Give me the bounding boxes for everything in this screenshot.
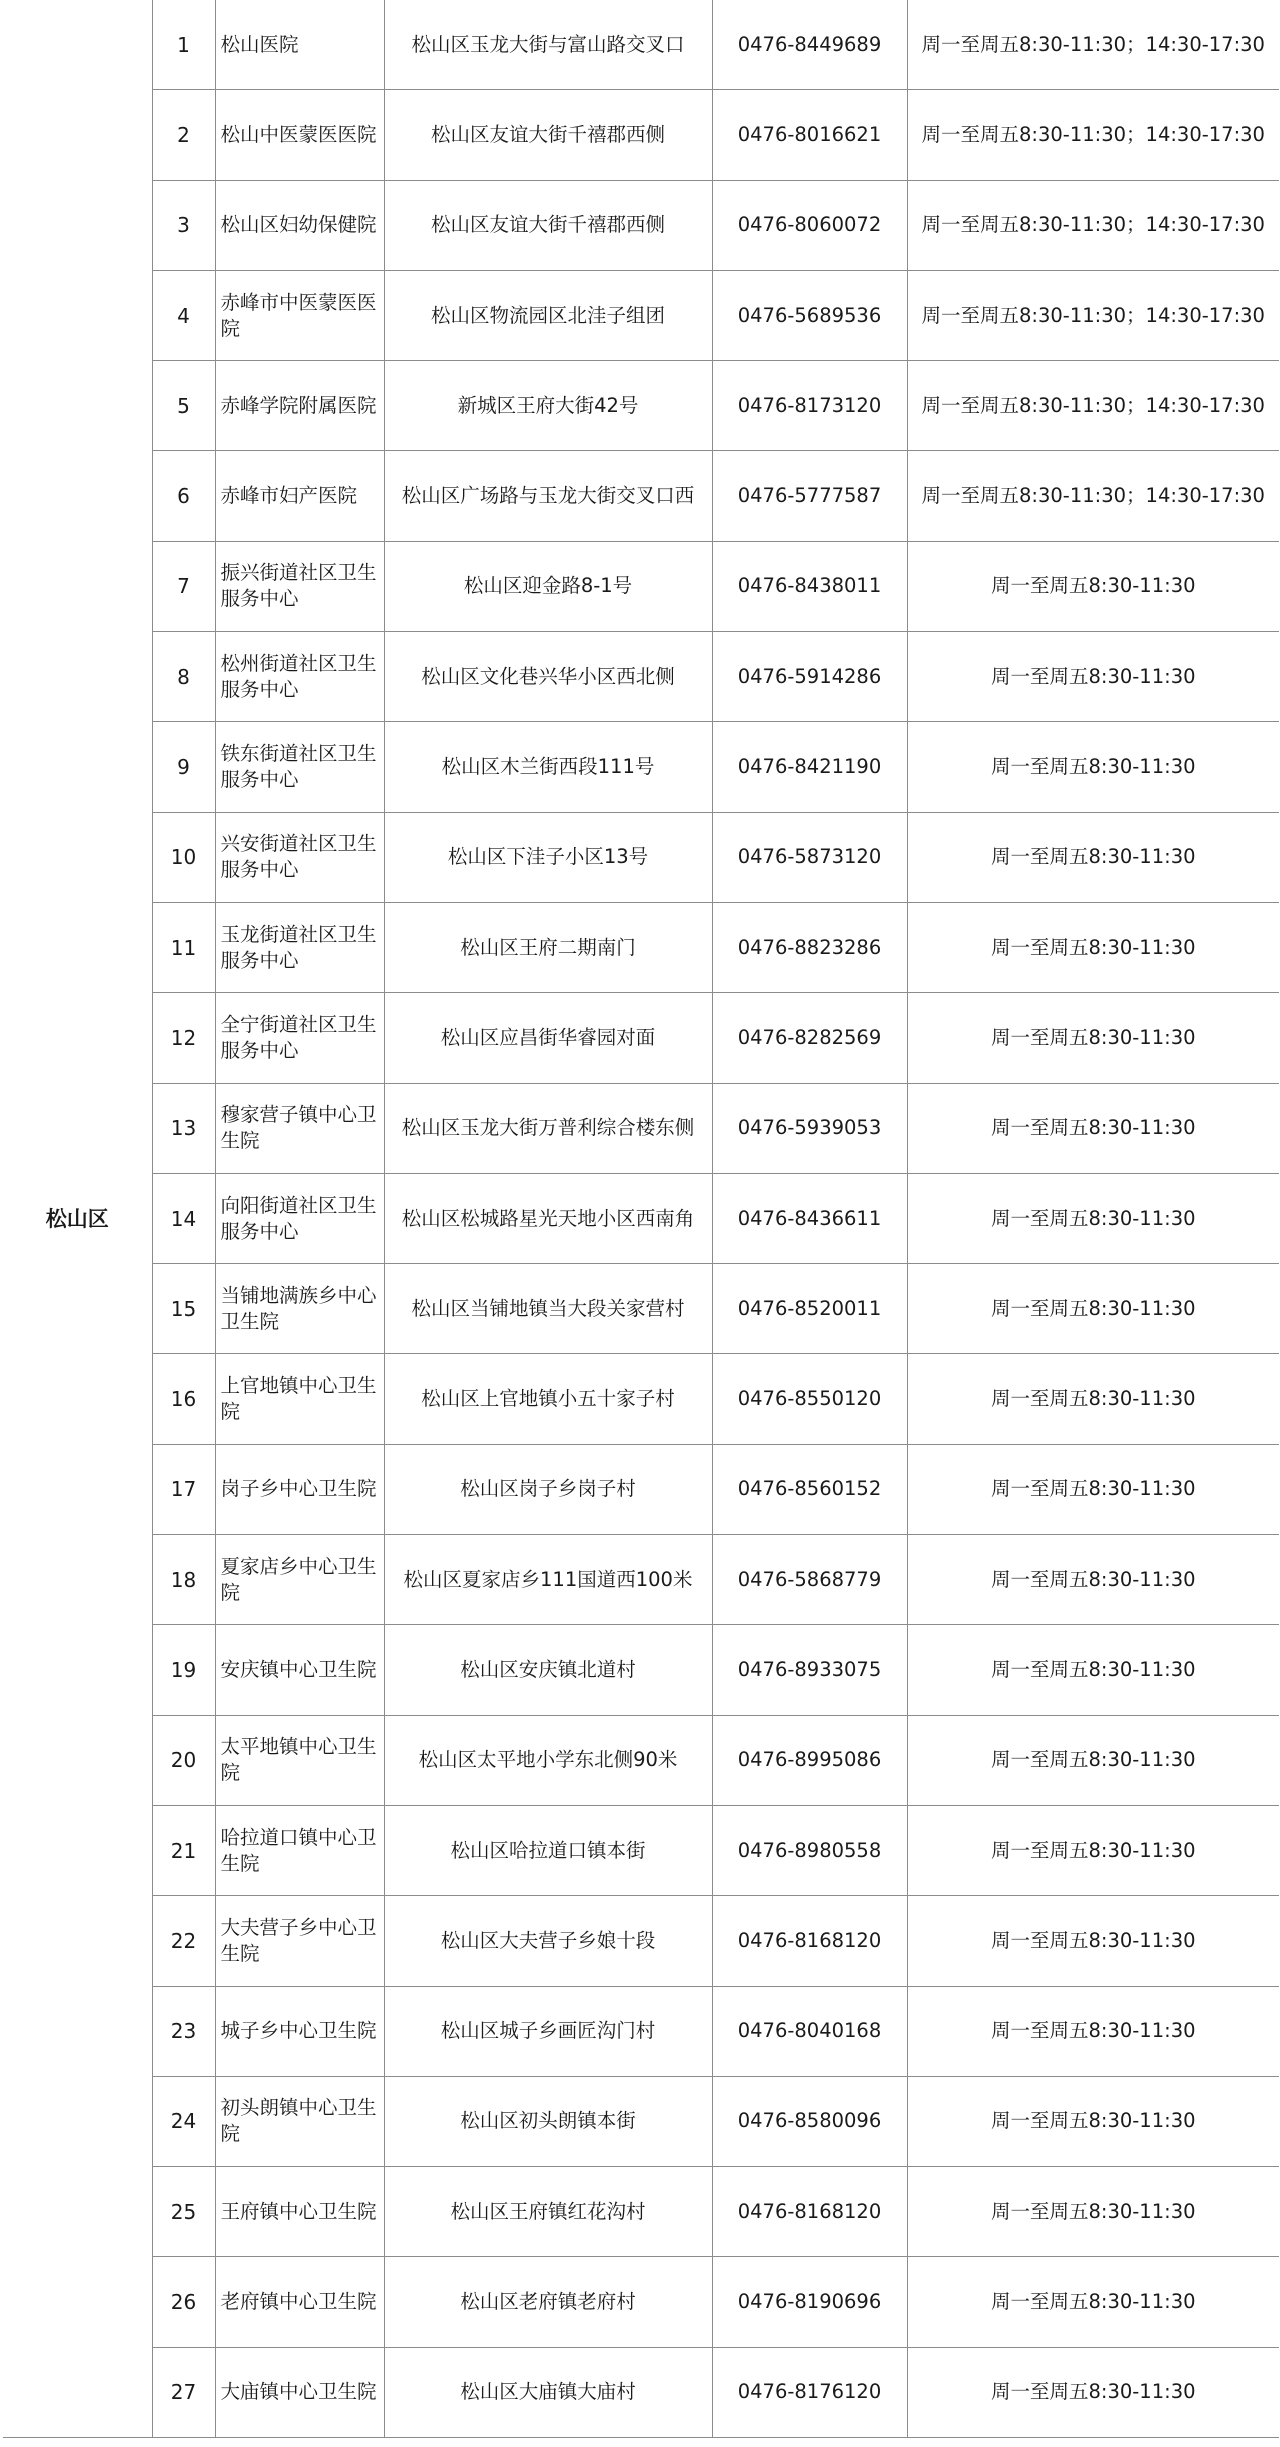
hospital-name: 王府镇中心卫生院 — [215, 2167, 384, 2257]
row-number: 7 — [152, 541, 215, 631]
office-hours: 周一至周五8:30-11:30 — [907, 1264, 1279, 1354]
hospital-phone: 0476-8176120 — [712, 2347, 907, 2437]
hospital-name: 全宁街道社区卫生服务中心 — [215, 993, 384, 1083]
office-hours: 周一至周五8:30-11:30 — [907, 2347, 1279, 2437]
table-row — [3, 1625, 1279, 1715]
hospital-phone: 0476-8168120 — [712, 2167, 907, 2257]
office-hours: 周一至周五8:30-11:30；14:30-17:30 — [907, 451, 1279, 541]
hospital-address: 松山区应昌街华睿园对面 — [384, 993, 712, 1083]
table-row — [3, 90, 1279, 180]
hospital-name: 松山医院 — [215, 0, 384, 90]
office-hours: 周一至周五8:30-11:30 — [907, 1535, 1279, 1625]
hospital-name: 松州街道社区卫生服务中心 — [215, 632, 384, 722]
hospital-address: 松山区大庙镇大庙村 — [384, 2347, 712, 2437]
hospital-address: 松山区老府镇老府村 — [384, 2257, 712, 2347]
table-row — [3, 1444, 1279, 1534]
hospital-address: 松山区木兰街西段111号 — [384, 722, 712, 812]
hospital-phone: 0476-5689536 — [712, 270, 907, 360]
office-hours: 周一至周五8:30-11:30 — [907, 812, 1279, 902]
row-number: 13 — [152, 1083, 215, 1173]
row-number: 22 — [152, 1896, 215, 1986]
hospital-phone: 0476-5914286 — [712, 632, 907, 722]
hospital-phone: 0476-8421190 — [712, 722, 907, 812]
hospital-phone: 0476-8060072 — [712, 180, 907, 270]
hospital-address: 松山区玉龙大街万普利综合楼东侧 — [384, 1083, 712, 1173]
hospital-address: 松山区初头朗镇本街 — [384, 2076, 712, 2166]
hospital-address: 松山区夏家店乡111国道西100米 — [384, 1535, 712, 1625]
hospital-phone: 0476-8168120 — [712, 1896, 907, 1986]
hospital-address: 松山区友谊大街千禧郡西侧 — [384, 180, 712, 270]
row-number: 10 — [152, 812, 215, 902]
table-row — [3, 632, 1279, 722]
table-row — [3, 0, 1279, 90]
hospital-name: 振兴街道社区卫生服务中心 — [215, 541, 384, 631]
table-row — [3, 2257, 1279, 2347]
row-number: 2 — [152, 90, 215, 180]
hospital-phone: 0476-8190696 — [712, 2257, 907, 2347]
hospital-address: 松山区哈拉道口镇本街 — [384, 1805, 712, 1895]
table-row — [3, 180, 1279, 270]
row-number: 3 — [152, 180, 215, 270]
row-number: 18 — [152, 1535, 215, 1625]
table-row — [3, 902, 1279, 992]
hospital-name: 赤峰学院附属医院 — [215, 361, 384, 451]
office-hours: 周一至周五8:30-11:30 — [907, 2257, 1279, 2347]
office-hours: 周一至周五8:30-11:30 — [907, 1896, 1279, 1986]
hospital-address: 松山区上官地镇小五十家子村 — [384, 1354, 712, 1444]
hospital-name: 赤峰市中医蒙医医院 — [215, 270, 384, 360]
hospital-phone: 0476-8980558 — [712, 1805, 907, 1895]
table-row — [3, 812, 1279, 902]
office-hours: 周一至周五8:30-11:30 — [907, 1715, 1279, 1805]
hospital-address: 松山区友谊大街千禧郡西侧 — [384, 90, 712, 180]
hospital-phone: 0476-8436611 — [712, 1173, 907, 1263]
hospital-address: 松山区松城路星光天地小区西南角 — [384, 1173, 712, 1263]
office-hours: 周一至周五8:30-11:30 — [907, 1354, 1279, 1444]
hospital-address: 松山区玉龙大街与富山路交叉口 — [384, 0, 712, 90]
row-number: 14 — [152, 1173, 215, 1263]
hospital-address: 新城区王府大街42号 — [384, 361, 712, 451]
hospital-address: 松山区王府镇红花沟村 — [384, 2167, 712, 2257]
hospital-name: 当铺地满族乡中心卫生院 — [215, 1264, 384, 1354]
hospital-address: 松山区大夫营子乡娘十段 — [384, 1896, 712, 1986]
hospital-phone: 0476-8016621 — [712, 90, 907, 180]
hospital-phone: 0476-8173120 — [712, 361, 907, 451]
hospital-address: 松山区广场路与玉龙大街交叉口西 — [384, 451, 712, 541]
office-hours: 周一至周五8:30-11:30；14:30-17:30 — [907, 270, 1279, 360]
row-number: 23 — [152, 1986, 215, 2076]
office-hours: 周一至周五8:30-11:30 — [907, 541, 1279, 631]
hospital-address: 松山区岗子乡岗子村 — [384, 1444, 712, 1534]
row-number: 9 — [152, 722, 215, 812]
office-hours: 周一至周五8:30-11:30 — [907, 2076, 1279, 2166]
hospital-phone: 0476-8520011 — [712, 1264, 907, 1354]
table-row — [3, 1896, 1279, 1986]
table-row — [3, 1354, 1279, 1444]
hospital-phone: 0476-8995086 — [712, 1715, 907, 1805]
row-number: 27 — [152, 2347, 215, 2437]
office-hours: 周一至周五8:30-11:30 — [907, 632, 1279, 722]
row-number: 16 — [152, 1354, 215, 1444]
row-number: 12 — [152, 993, 215, 1083]
hospital-name: 安庆镇中心卫生院 — [215, 1625, 384, 1715]
hospital-name: 哈拉道口镇中心卫生院 — [215, 1805, 384, 1895]
hospital-name: 松山区妇幼保健院 — [215, 180, 384, 270]
office-hours: 周一至周五8:30-11:30 — [907, 993, 1279, 1083]
office-hours: 周一至周五8:30-11:30 — [907, 1986, 1279, 2076]
hospital-name: 城子乡中心卫生院 — [215, 1986, 384, 2076]
hospital-address: 松山区太平地小学东北侧90米 — [384, 1715, 712, 1805]
hospital-address: 松山区迎金路8-1号 — [384, 541, 712, 631]
table-row — [3, 1986, 1279, 2076]
row-number: 25 — [152, 2167, 215, 2257]
hospital-name: 穆家营子镇中心卫生院 — [215, 1083, 384, 1173]
hospital-phone: 0476-5777587 — [712, 451, 907, 541]
table-row — [3, 1173, 1279, 1263]
hospital-phone: 0476-8438011 — [712, 541, 907, 631]
district-cell: 松山区 — [3, 0, 152, 2438]
row-number: 6 — [152, 451, 215, 541]
hospital-name: 岗子乡中心卫生院 — [215, 1444, 384, 1534]
office-hours: 周一至周五8:30-11:30 — [907, 902, 1279, 992]
hospital-phone: 0476-8550120 — [712, 1354, 907, 1444]
hospital-address: 松山区当铺地镇当大段关家营村 — [384, 1264, 712, 1354]
hospital-phone: 0476-8933075 — [712, 1625, 907, 1715]
office-hours: 周一至周五8:30-11:30 — [907, 1805, 1279, 1895]
table-row — [3, 2347, 1279, 2437]
hospital-name: 大庙镇中心卫生院 — [215, 2347, 384, 2437]
hospital-table — [3, 0, 1279, 2438]
hospital-phone: 0476-8040168 — [712, 1986, 907, 2076]
row-number: 19 — [152, 1625, 215, 1715]
hospital-name: 夏家店乡中心卫生院 — [215, 1535, 384, 1625]
office-hours: 周一至周五8:30-11:30；14:30-17:30 — [907, 90, 1279, 180]
hospital-phone: 0476-5868779 — [712, 1535, 907, 1625]
hospital-address: 松山区王府二期南门 — [384, 902, 712, 992]
table-body — [3, 0, 1279, 2438]
office-hours: 周一至周五8:30-11:30 — [907, 1083, 1279, 1173]
hospital-phone: 0476-8282569 — [712, 993, 907, 1083]
table-row — [3, 451, 1279, 541]
hospital-name: 上官地镇中心卫生院 — [215, 1354, 384, 1444]
office-hours: 周一至周五8:30-11:30；14:30-17:30 — [907, 0, 1279, 90]
table-row — [3, 2076, 1279, 2166]
hospital-address: 松山区文化巷兴华小区西北侧 — [384, 632, 712, 722]
hospital-address: 松山区城子乡画匠沟门村 — [384, 1986, 712, 2076]
row-number: 4 — [152, 270, 215, 360]
office-hours: 周一至周五8:30-11:30 — [907, 1173, 1279, 1263]
hospital-name: 赤峰市妇产医院 — [215, 451, 384, 541]
office-hours: 周一至周五8:30-11:30 — [907, 1444, 1279, 1534]
table-row — [3, 1715, 1279, 1805]
hospital-name: 老府镇中心卫生院 — [215, 2257, 384, 2347]
hospital-phone: 0476-8823286 — [712, 902, 907, 992]
table-row — [3, 1535, 1279, 1625]
hospital-address: 松山区安庆镇北道村 — [384, 1625, 712, 1715]
table-row — [3, 1083, 1279, 1173]
table-row — [3, 1264, 1279, 1354]
row-number: 17 — [152, 1444, 215, 1534]
hospital-name: 太平地镇中心卫生院 — [215, 1715, 384, 1805]
row-number: 26 — [152, 2257, 215, 2347]
row-number: 24 — [152, 2076, 215, 2166]
office-hours: 周一至周五8:30-11:30 — [907, 722, 1279, 812]
office-hours: 周一至周五8:30-11:30 — [907, 1625, 1279, 1715]
row-number: 21 — [152, 1805, 215, 1895]
hospital-address: 松山区物流园区北洼子组团 — [384, 270, 712, 360]
hospital-phone: 0476-5939053 — [712, 1083, 907, 1173]
table-row — [3, 722, 1279, 812]
hospital-name: 铁东街道社区卫生服务中心 — [215, 722, 384, 812]
row-number: 11 — [152, 902, 215, 992]
table-row — [3, 993, 1279, 1083]
row-number: 8 — [152, 632, 215, 722]
hospital-phone: 0476-8560152 — [712, 1444, 907, 1534]
hospital-name: 大夫营子乡中心卫生院 — [215, 1896, 384, 1986]
table-row — [3, 361, 1279, 451]
table-row — [3, 270, 1279, 360]
table-row — [3, 2167, 1279, 2257]
hospital-name: 松山中医蒙医医院 — [215, 90, 384, 180]
hospital-address: 松山区下洼子小区13号 — [384, 812, 712, 902]
row-number: 20 — [152, 1715, 215, 1805]
office-hours: 周一至周五8:30-11:30；14:30-17:30 — [907, 180, 1279, 270]
hospital-name: 初头朗镇中心卫生院 — [215, 2076, 384, 2166]
hospital-name: 玉龙街道社区卫生服务中心 — [215, 902, 384, 992]
office-hours: 周一至周五8:30-11:30 — [907, 2167, 1279, 2257]
table-row — [3, 1805, 1279, 1895]
hospital-phone: 0476-5873120 — [712, 812, 907, 902]
row-number: 1 — [152, 0, 215, 90]
hospital-phone: 0476-8449689 — [712, 0, 907, 90]
row-number: 5 — [152, 361, 215, 451]
table-row — [3, 541, 1279, 631]
office-hours: 周一至周五8:30-11:30；14:30-17:30 — [907, 361, 1279, 451]
hospital-name: 向阳街道社区卫生服务中心 — [215, 1173, 384, 1263]
row-number: 15 — [152, 1264, 215, 1354]
hospital-phone: 0476-8580096 — [712, 2076, 907, 2166]
hospital-name: 兴安街道社区卫生服务中心 — [215, 812, 384, 902]
